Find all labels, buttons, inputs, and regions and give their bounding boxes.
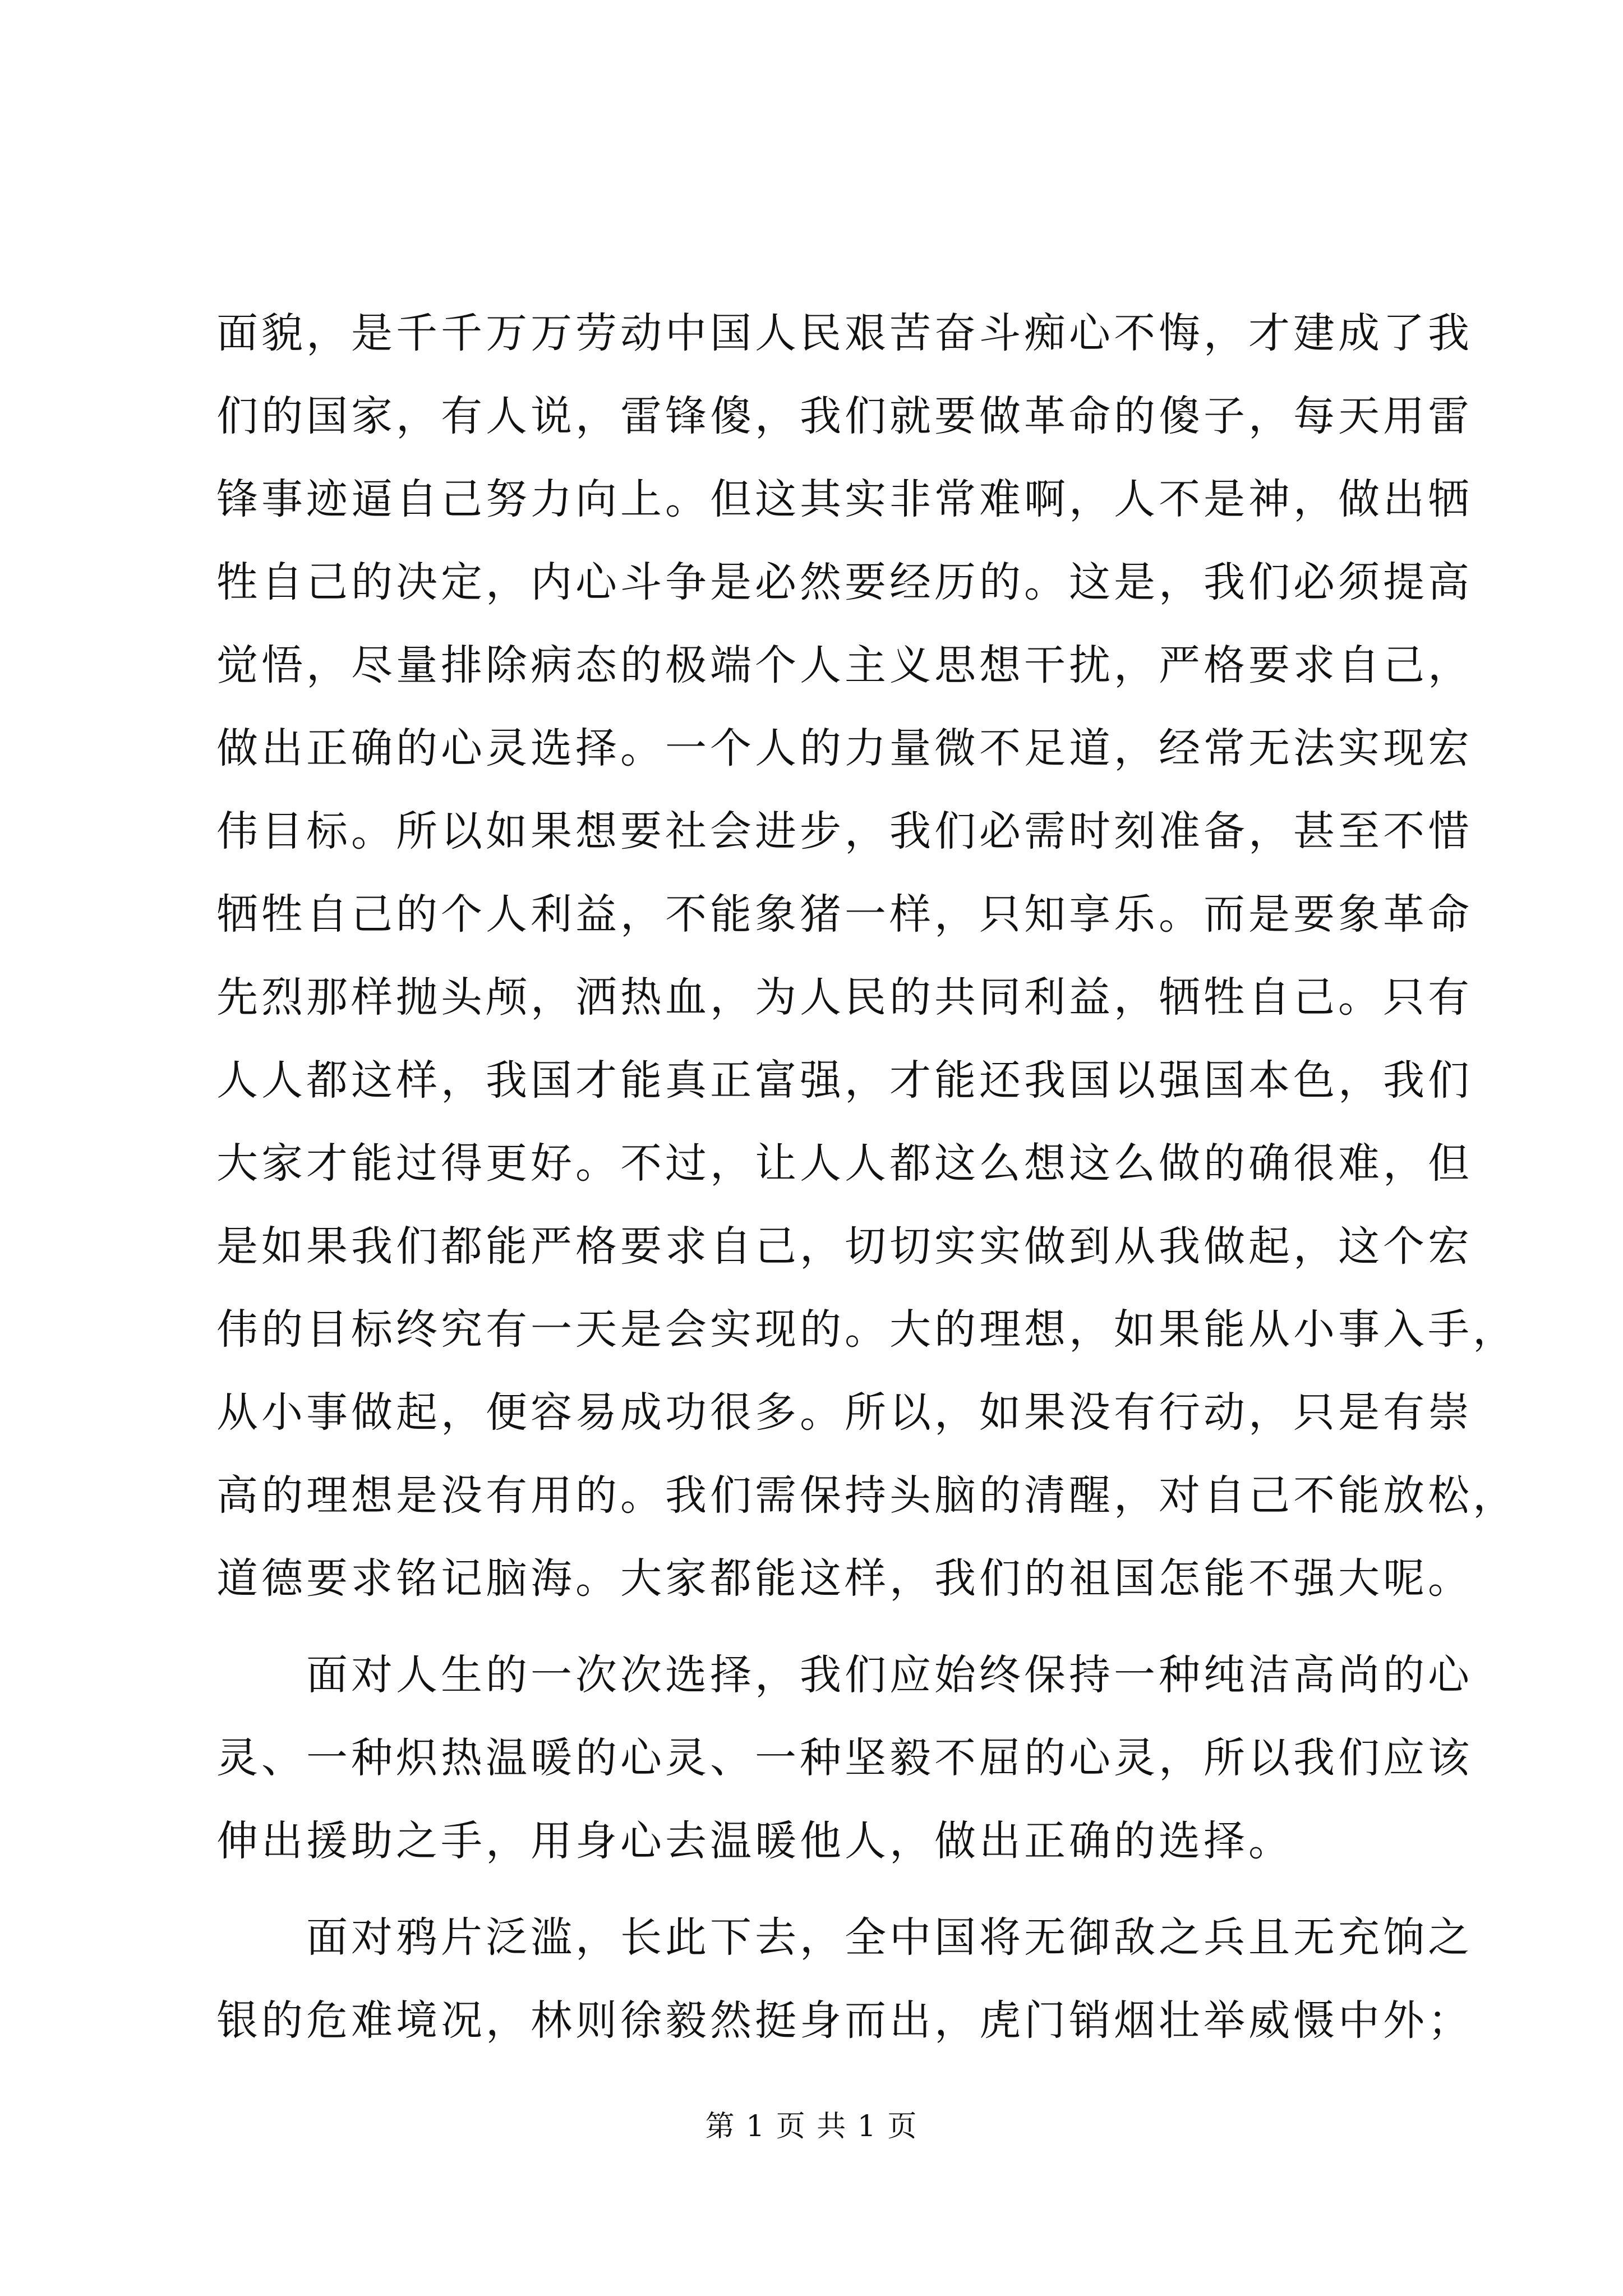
text-line: 们的国家，有人说，雷锋傻，我们就要做革命的傻子，每天用雷 [216,392,1473,440]
text-line: 牲自己的决定，内心斗争是必然要经历的。这是，我们必须提高 [216,558,1473,606]
text-line: 高的理想是没有用的。我们需保持头脑的清醒，对自己不能放松， [216,1471,1518,1520]
page-footer: 第 1 页 共 1 页 [705,2110,918,2143]
document-body [216,292,1518,2062]
text-line: 人人都这样，我国才能真正富强，才能还我国以强国本色，我们 [216,1056,1473,1105]
text-line: 牺牲自己的个人利益，不能象猪一样，只知享乐。而是要象革命 [216,890,1473,938]
paragraph [216,1634,1473,1883]
text-line: 伟的目标终究有一天是会实现的。大的理想，如果能从小事入手， [216,1305,1518,1354]
text-line: 大家才能过得更好。不过，让人人都这么想这么做的确很难，但 [216,1139,1473,1188]
text-line: 是如果我们都能严格要求自己，切切实实做到从我做起，这个宏 [216,1222,1473,1271]
text-line: 灵、一种炽热温暖的心灵、一种坚毅不屈的心灵，所以我们应该 [216,1734,1473,1782]
paragraph [216,1896,1473,2062]
text-line: 从小事做起，便容易成功很多。所以，如果没有行动，只是有崇 [216,1388,1473,1437]
text-line: 先烈那样抛头颅，洒热血，为人民的共同利益，牺牲自己。只有 [216,973,1473,1022]
text-line: 面貌，是千千万万劳动中国人民艰苦奋斗痴心不悔，才建成了我 [216,309,1473,357]
text-line: 道德要求铭记脑海。大家都能这样，我们的祖国怎能不强大呢。 [216,1554,1473,1603]
paragraph [216,292,1518,1620]
text-line: 面对人生的一次次选择，我们应始终保持一种纯洁高尚的心 [306,1651,1473,1699]
text-line: 觉悟，尽量排除病态的极端个人主义思想干扰，严格要求自己， [216,641,1473,689]
text-line: 银的危难境况，林则徐毅然挺身而出，虎门销烟壮举威慑中外； [216,1996,1473,2045]
text-line: 伸出援助之手，用身心去温暖他人，做出正确的选择。 [216,1817,1293,1865]
text-line: 锋事迹逼自己努力向上。但这其实非常难啊，人不是神，做出牺 [216,475,1473,523]
text-line: 面对鸦片泛滥，长此下去，全中国将无御敌之兵且无充饷之 [306,1913,1473,1962]
text-line: 伟目标。所以如果想要社会进步，我们必需时刻准备，甚至不惜 [216,807,1473,855]
text-line: 做出正确的心灵选择。一个人的力量微不足道，经常无法实现宏 [216,724,1473,772]
